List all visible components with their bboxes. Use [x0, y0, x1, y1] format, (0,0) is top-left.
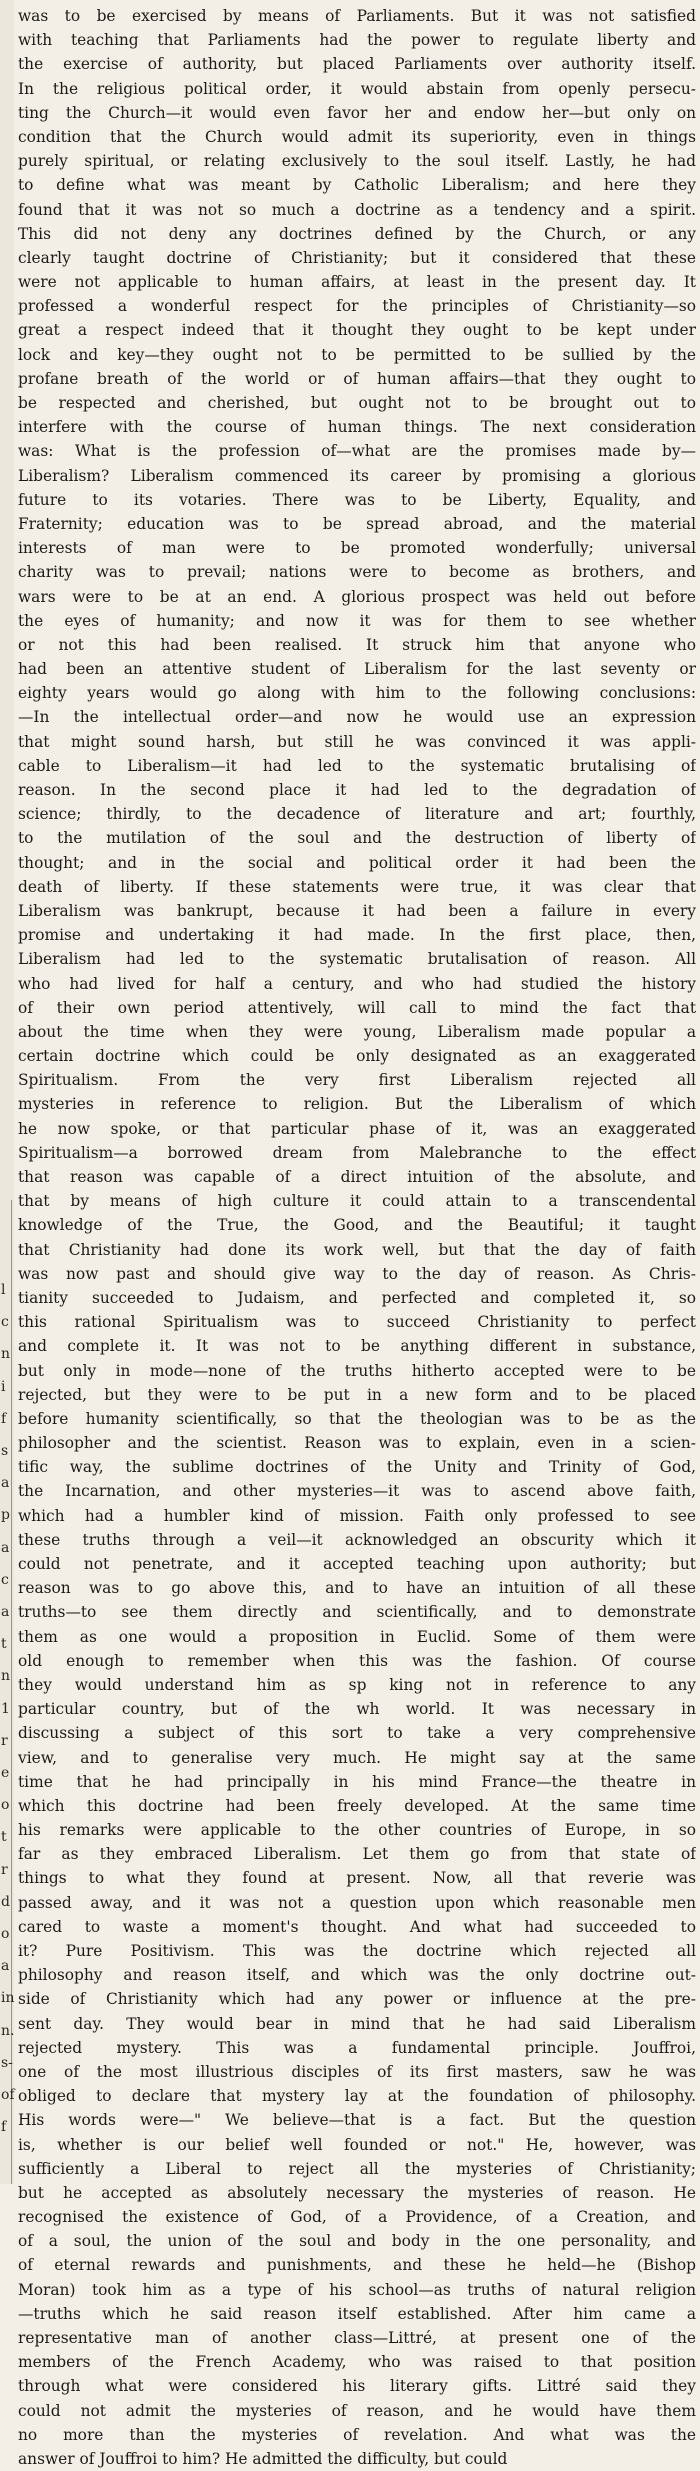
article-line: which this doctrine had been freely developed. At the same time: [18, 1796, 696, 1815]
article-line: cable to Liberalism—it had led to the systematic brutalising of: [18, 756, 696, 775]
gutter-fragment: a: [1, 1539, 10, 1556]
article-line: time that he had principally in his mind France—the theatre in: [18, 1772, 696, 1791]
article-line: profane breath of the world or of human affairs—that they ought to: [18, 369, 696, 388]
article-line: be respected and cherished, but ought not to be brought out to: [18, 394, 696, 412]
gutter-fragment: d: [1, 1893, 10, 1910]
article-line: passed away, and it was not a question upon which reasonable men: [18, 1893, 696, 1912]
gutter-fragment: n: [1, 1346, 11, 1363]
article-line: knowledge of the True, the Good, and the Beautiful; it taught: [18, 1216, 696, 1235]
article-line: His words were—" We believe—that is a fact. But the question: [18, 2111, 696, 2130]
gutter-fragment: 1: [1, 1700, 10, 1717]
article-line: truths—to see them directly and scientifically, and to demonstrate: [18, 1603, 696, 1622]
article-line: view, and to generalise very much. He might say at the same: [18, 1748, 696, 1767]
gutter-fragment: n.: [1, 2022, 15, 2039]
article-line: certain doctrine which could be only designated as an exaggerated: [18, 1047, 696, 1066]
article-line: of a soul, the union of the soul and body in the one personality, and: [18, 2232, 696, 2251]
article-line: that Christianity had done its work well, but that the day of faith: [18, 1240, 696, 1259]
article-line: professed a wonderful respect for the principles of Christianity—so: [18, 297, 696, 316]
article-line: who had lived for half a century, and who had studied the history: [18, 974, 696, 993]
article-line: about the time when they were young, Liberalism made popular a: [18, 1022, 696, 1041]
article-line: tianity succeeded to Judaism, and perfected and completed it, so: [18, 1288, 696, 1307]
article-line: old enough to remember when this was the fashion. Of course: [18, 1651, 696, 1670]
article-line: could not admit the mysteries of reason, and he would have them: [18, 2401, 696, 2420]
article-line: wars were to be at an end. A glorious prospect was held out before: [18, 587, 696, 606]
gutter-fragment: n: [1, 1668, 11, 1685]
gutter-fragment: f: [1, 2119, 7, 2136]
article-line: purely spiritual, or relating exclusively to the soul itself. Lastly, he had: [18, 152, 696, 171]
article-line: Liberalism? Liberalism commenced its career by promising a glorious: [18, 466, 696, 485]
gutter-fragment: r: [1, 1861, 8, 1878]
gutter-fragment: s-: [1, 2054, 13, 2071]
article-line: these truths through a veil—it acknowledged an obscurity which it: [18, 1530, 696, 1549]
article-line: to the mutilation of the soul and the destruction of liberty of: [18, 829, 696, 848]
gutter-fragment: c: [1, 1571, 9, 1588]
article-line: particular country, but of the wh world. It was necessary in: [18, 1700, 696, 1719]
article-line: the eyes of humanity; and now it was for them to see whether: [18, 611, 696, 630]
article-line: —In the intellectual order—and now he would use an expression: [18, 708, 696, 727]
article-line: interests of man were to be promoted wonderfully; universal: [18, 539, 696, 558]
article-line: charity was to prevail; nations were to become as brothers, and: [18, 563, 696, 582]
article-line: science; thirdly, to the decadence of literature and art; fourthly,: [18, 805, 696, 824]
article-line: things to what they found at present. Now, all that reverie was: [18, 1869, 696, 1888]
article-line: or not this had been realised. It struck him that anyone who: [18, 635, 696, 654]
left-margin-gutter: [0, 0, 14, 2184]
gutter-fragment: o: [1, 1797, 10, 1814]
article-line: Fraternity; education was to be spread abroad, and the material: [18, 514, 696, 533]
article-line: but he accepted as absolutely necessary the mysteries of reason. He: [18, 2183, 696, 2202]
article-line: Spiritualism. From the very first Liberalism rejected all: [18, 1071, 696, 1090]
article-line: reason was to go above this, and to have an intuition of all these: [18, 1579, 696, 1598]
gutter-fragment: a: [1, 1958, 10, 1975]
article-line: it? Pure Positivism. This was the doctrine which rejected all: [18, 1942, 696, 1960]
article-line: rejected mystery. This was a fundamental principle. Jouffroi,: [18, 2038, 696, 2057]
article-line: promise and undertaking it had made. In the first place, then,: [18, 926, 696, 945]
article-line: through what were considered his literary gifts. Littré said they: [18, 2377, 696, 2396]
article-line: but only in mode—none of the truths hitherto accepted were to be: [18, 1361, 696, 1380]
article-line: far as they embraced Liberalism. Let them go from that state of: [18, 1845, 696, 1864]
article-line: In the religious political order, it would abstain from openly persecu-: [18, 79, 696, 98]
article-line: discussing a subject of this sort to take a very comprehensive: [18, 1724, 696, 1743]
gutter-fragment: s: [1, 1443, 9, 1459]
article-line: rejected, but they were to be put in a new form and to be placed: [18, 1385, 696, 1404]
article-line: his remarks were applicable to the other countries of Europe, in so: [18, 1821, 696, 1840]
gutter-fragment: of: [1, 2087, 15, 2103]
article-line: sufficiently a Liberal to reject all the mysteries of Christianity;: [18, 2159, 696, 2178]
article-line: ting the Church—it would even favor her and endow her—but only on: [18, 103, 696, 122]
article-line: the Incarnation, and other mysteries—it was to ascend above faith,: [18, 1482, 696, 1501]
article-line: cared to waste a moment's thought. And what had succeeded to: [18, 1917, 696, 1936]
article-line: Spiritualism—a borrowed dream from Malebranche to the effect: [18, 1143, 696, 1162]
article-line: Liberalism was bankrupt, because it had been a failure in every: [18, 901, 696, 920]
article-line: thought; and in the social and political order it had been the: [18, 853, 696, 872]
article-line: obliged to declare that mystery lay at the foundation of philosophy.: [18, 2087, 696, 2106]
article-line: of eternal rewards and punishments, and these he held—he (Bishop: [18, 2256, 696, 2275]
article-line: reason. In the second place it had led to the degradation of: [18, 781, 696, 799]
article-line: was now past and should give way to the day of reason. As Chris-: [18, 1264, 696, 1283]
article-line: sent day. They would bear in mind that he had said Liberalism: [18, 2014, 696, 2033]
article-line: that might sound harsh, but still he was convinced it was appli-: [18, 732, 696, 751]
article-column: [18, 4, 696, 2471]
article-line: this rational Spiritualism was to succeed Christianity to perfect: [18, 1313, 696, 1332]
article-line: —truths which he said reason itself established. After him came a: [18, 2304, 696, 2323]
article-line: he now spoke, or that particular phase of it, was an exaggerated: [18, 1119, 696, 1138]
gutter-fragment: i: [1, 1378, 6, 1395]
article-line: one of the most illustrious disciples of its first masters, saw he was: [18, 2062, 696, 2081]
article-line: and complete it. It was not to be anything different in substance,: [18, 1337, 696, 1356]
article-line: This did not deny any doctrines defined by the Church, or any: [18, 224, 696, 243]
article-line: they would understand him as sp king not in reference to any: [18, 1675, 696, 1694]
article-line: could not penetrate, and it accepted teaching upon authority; but: [18, 1555, 696, 1573]
article-line: that reason was capable of a direct intuition of the absolute, and: [18, 1168, 696, 1186]
gutter-fragment: e: [1, 1765, 10, 1781]
article-line: before humanity scientifically, so that the theologian was to be as the: [18, 1409, 696, 1428]
article-line: lock and key—they ought not to be permitted to be sullied by the: [18, 345, 696, 364]
article-line: that by means of high culture it could attain to a transcendental: [18, 1192, 696, 1211]
article-line: mysteries in reference to religion. But the Liberalism of which: [18, 1095, 696, 1114]
gutter-fragment: l: [1, 1282, 6, 1298]
article-line: of their own period attentively, will call to mind the fact that: [18, 998, 696, 1017]
article-line: no more than the mysteries of revelation. And what was the: [18, 2425, 696, 2444]
article-line: were not applicable to human affairs, at least in the present day. It: [18, 273, 696, 292]
article-line: great a respect indeed that it thought they ought to be kept under: [18, 321, 696, 340]
gutter-fragment: a: [1, 1475, 10, 1492]
article-line: philosophy and reason itself, and which was the only doctrine out-: [18, 1966, 696, 1985]
gutter-fragment: t: [1, 1636, 7, 1653]
article-line: representative man of another class—Littré, at present one of the: [18, 2329, 696, 2347]
article-line: Liberalism had led to the systematic brutalisation of reason. All: [18, 950, 696, 969]
gutter-fragment: r: [1, 1732, 8, 1749]
gutter-fragment: o: [1, 1926, 10, 1942]
gutter-fragment: p: [1, 1507, 10, 1524]
article-line: death of liberty. If these statements were true, it was clear that: [18, 877, 696, 896]
article-line: clearly taught doctrine of Christianity; but it considered that these: [18, 248, 696, 267]
article-line: to define what was meant by Catholic Liberalism; and here they: [18, 176, 696, 195]
article-line: tific way, the sublime doctrines of the Unity and Trinity of God,: [18, 1458, 696, 1477]
article-line: members of the French Academy, who was raised to that position: [18, 2353, 696, 2372]
article-line: is, whether is our belief well founded or not." He, however, was: [18, 2135, 696, 2154]
article-line: found that it was not so much a doctrine as a tendency and a spirit.: [18, 200, 696, 219]
gutter-fragment: c: [1, 1314, 9, 1331]
article-line: which had a humbler kind of mission. Faith only professed to see: [18, 1506, 696, 1525]
gutter-fragment: f: [1, 1410, 7, 1427]
article-line: recognised the existence of God, of a Providence, of a Creation, and: [18, 2208, 696, 2227]
article-line: had been an attentive student of Liberalism for the last seventy or: [18, 660, 696, 679]
article-line: side of Christianity which had any power or influence at the pre-: [18, 1990, 696, 2009]
article-line: condition that the Church would admit its superiority, even in things: [18, 127, 696, 146]
gutter-fragment: in: [1, 1990, 15, 2007]
article-line: eighty years would go along with him to the following conclusions:: [18, 684, 696, 703]
article-line: philosopher and the scientist. Reason was to explain, even in a scien-: [18, 1434, 696, 1453]
article-line: with teaching that Parliaments had the power to regulate liberty and: [18, 31, 696, 50]
article-line: them as one would a proposition in Euclid. Some of them were: [18, 1627, 696, 1646]
article-line: Moran) took him as a type of his school—as truths of natural religion: [18, 2280, 696, 2299]
article-line: future to its votaries. There was to be Liberty, Equality, and: [18, 490, 696, 509]
gutter-fragment: t: [1, 1829, 7, 1846]
article-line: interfere with the course of human things. The next consideration: [18, 418, 696, 437]
gutter-fragment: a: [1, 1604, 10, 1620]
article-line: was: What is the profession of—what are the promises made by—: [18, 442, 696, 461]
article-line: was to be exercised by means of Parliaments. But it was not satisfied: [18, 7, 696, 25]
article-line: answer of Jouffroi to him? He admitted the difficulty, but could: [18, 2449, 508, 2468]
article-line: the exercise of authority, but placed Parliaments over authority itself.: [18, 55, 696, 74]
